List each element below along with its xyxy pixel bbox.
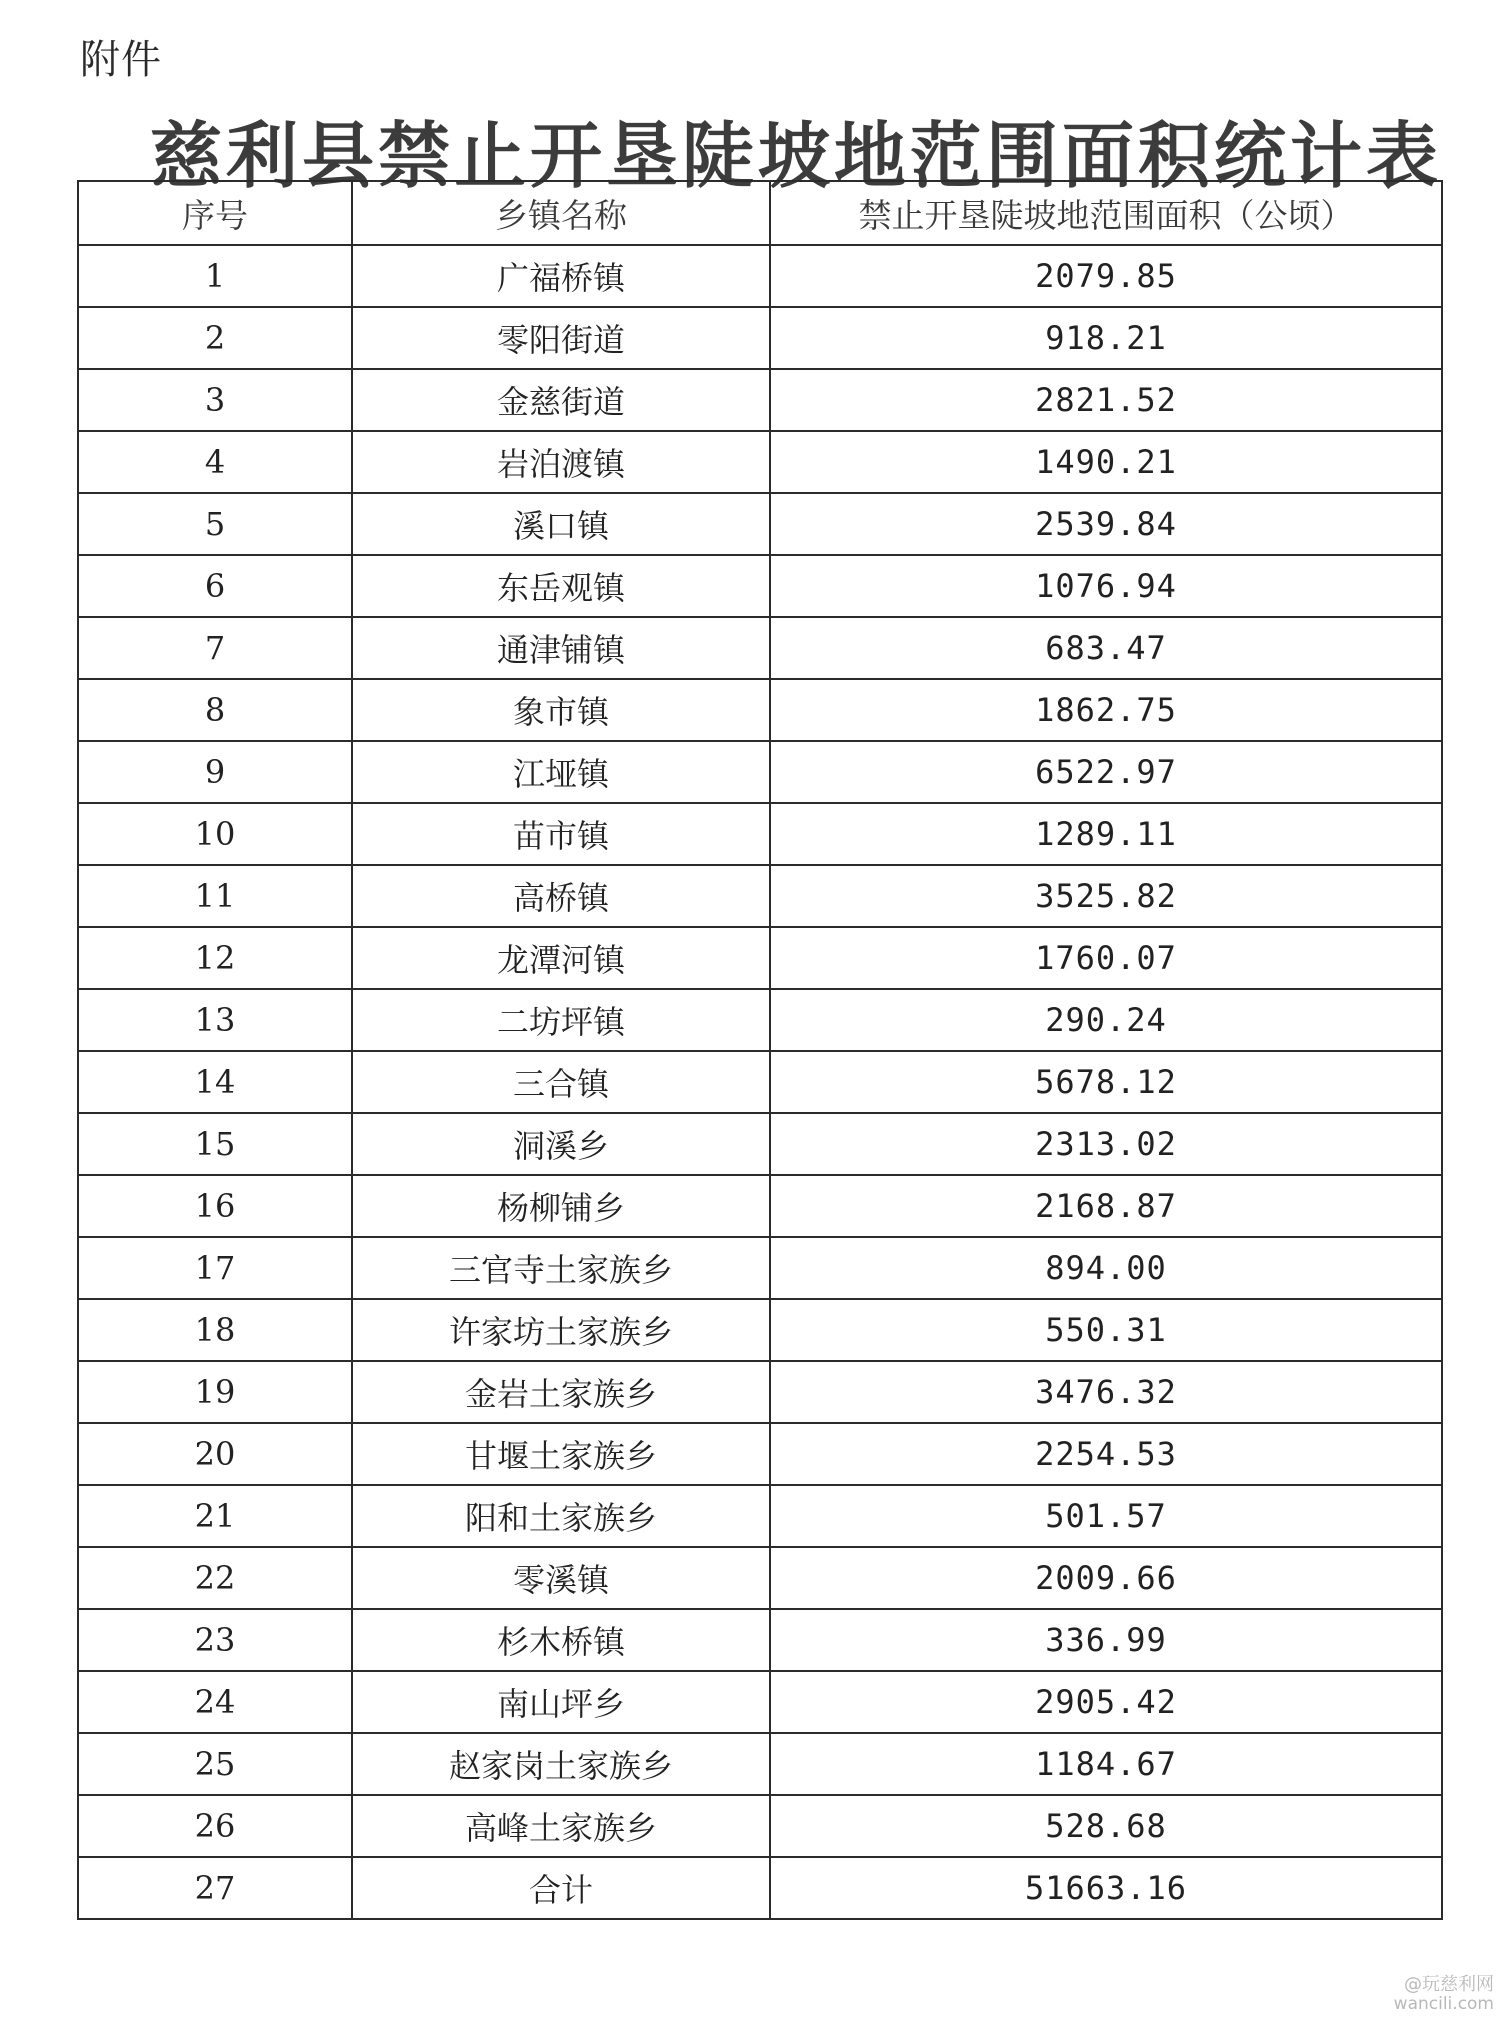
row-serial-number: 15 — [78, 1113, 352, 1175]
row-serial-number: 4 — [78, 431, 352, 493]
row-township-name: 三官寺土家族乡 — [352, 1237, 770, 1299]
row-area-value: 5678.12 — [770, 1051, 1442, 1113]
row-serial-number: 14 — [78, 1051, 352, 1113]
row-township-name: 通津铺镇 — [352, 617, 770, 679]
table-row — [78, 493, 1442, 555]
table-row — [78, 927, 1442, 989]
table-row — [78, 803, 1442, 865]
table-row — [78, 1795, 1442, 1857]
row-area-value: 1490.21 — [770, 431, 1442, 493]
header-prohibited-area: 禁止开垦陡坡地范围面积（公顷） — [770, 181, 1442, 245]
row-township-name: 零阳街道 — [352, 307, 770, 369]
row-township-name: 杉木桥镇 — [352, 1609, 770, 1671]
row-area-value: 894.00 — [770, 1237, 1442, 1299]
table-row — [78, 1051, 1442, 1113]
row-township-name: 洞溪乡 — [352, 1113, 770, 1175]
row-township-name: 岩泊渡镇 — [352, 431, 770, 493]
row-township-name: 零溪镇 — [352, 1547, 770, 1609]
document-title: 慈利县禁止开垦陡坡地范围面积统计表 — [150, 114, 1443, 198]
row-serial-number: 17 — [78, 1237, 352, 1299]
row-area-value: 2168.87 — [770, 1175, 1442, 1237]
row-area-value: 3525.82 — [770, 865, 1442, 927]
table-row — [78, 617, 1442, 679]
row-township-name: 龙潭河镇 — [352, 927, 770, 989]
row-township-name: 三合镇 — [352, 1051, 770, 1113]
row-area-value: 1076.94 — [770, 555, 1442, 617]
row-area-value: 2905.42 — [770, 1671, 1442, 1733]
table-row — [78, 989, 1442, 1051]
row-serial-number: 8 — [78, 679, 352, 741]
table-row — [78, 865, 1442, 927]
row-township-name: 溪口镇 — [352, 493, 770, 555]
table-row — [78, 1733, 1442, 1795]
row-township-name: 二坊坪镇 — [352, 989, 770, 1051]
row-township-name: 金岩土家族乡 — [352, 1361, 770, 1423]
row-serial-number: 10 — [78, 803, 352, 865]
table-row — [78, 1237, 1442, 1299]
row-area-value: 2079.85 — [770, 245, 1442, 307]
row-serial-number: 5 — [78, 493, 352, 555]
row-serial-number: 2 — [78, 307, 352, 369]
row-township-name: 甘堰土家族乡 — [352, 1423, 770, 1485]
row-serial-number: 26 — [78, 1795, 352, 1857]
row-area-value: 918.21 — [770, 307, 1442, 369]
row-township-name: 广福桥镇 — [352, 245, 770, 307]
row-area-value: 2821.52 — [770, 369, 1442, 431]
row-area-value: 336.99 — [770, 1609, 1442, 1671]
row-area-value: 2539.84 — [770, 493, 1442, 555]
row-township-name: 杨柳铺乡 — [352, 1175, 770, 1237]
row-serial-number: 19 — [78, 1361, 352, 1423]
row-area-value: 51663.16 — [770, 1857, 1442, 1919]
row-area-value: 1289.11 — [770, 803, 1442, 865]
row-area-value: 683.47 — [770, 617, 1442, 679]
table-row — [78, 1857, 1442, 1919]
row-serial-number: 1 — [78, 245, 352, 307]
table-row — [78, 1547, 1442, 1609]
row-area-value: 1760.07 — [770, 927, 1442, 989]
row-area-value: 290.24 — [770, 989, 1442, 1051]
row-area-value: 2009.66 — [770, 1547, 1442, 1609]
row-township-name: 阳和土家族乡 — [352, 1485, 770, 1547]
row-serial-number: 7 — [78, 617, 352, 679]
row-serial-number: 20 — [78, 1423, 352, 1485]
row-serial-number: 25 — [78, 1733, 352, 1795]
header-township-name: 乡镇名称 — [352, 181, 770, 245]
row-serial-number: 9 — [78, 741, 352, 803]
row-serial-number: 3 — [78, 369, 352, 431]
row-township-name: 高桥镇 — [352, 865, 770, 927]
table-row — [78, 307, 1442, 369]
table-body — [78, 245, 1442, 1919]
watermark-url: wancili.com — [1393, 1994, 1494, 2015]
table-row — [78, 1485, 1442, 1547]
row-serial-number: 18 — [78, 1299, 352, 1361]
row-township-name: 苗市镇 — [352, 803, 770, 865]
row-township-name: 合计 — [352, 1857, 770, 1919]
row-area-value: 528.68 — [770, 1795, 1442, 1857]
row-township-name: 赵家岗土家族乡 — [352, 1733, 770, 1795]
header-serial-number: 序号 — [78, 181, 352, 245]
row-serial-number: 12 — [78, 927, 352, 989]
table-row — [78, 1609, 1442, 1671]
table-row — [78, 1361, 1442, 1423]
table-row — [78, 1113, 1442, 1175]
row-area-value: 3476.32 — [770, 1361, 1442, 1423]
watermark — [1394, 1975, 1494, 2015]
row-township-name: 许家坊土家族乡 — [352, 1299, 770, 1361]
table-row — [78, 555, 1442, 617]
row-area-value: 2254.53 — [770, 1423, 1442, 1485]
row-township-name: 象市镇 — [352, 679, 770, 741]
table-row — [78, 741, 1442, 803]
statistics-table — [77, 180, 1443, 1920]
row-area-value: 1862.75 — [770, 679, 1442, 741]
table-row — [78, 431, 1442, 493]
row-area-value: 550.31 — [770, 1299, 1442, 1361]
table-row — [78, 369, 1442, 431]
row-serial-number: 16 — [78, 1175, 352, 1237]
row-serial-number: 27 — [78, 1857, 352, 1919]
row-area-value: 6522.97 — [770, 741, 1442, 803]
row-township-name: 江垭镇 — [352, 741, 770, 803]
watermark-site-name: @玩慈利网 — [1404, 1973, 1494, 1995]
row-area-value: 2313.02 — [770, 1113, 1442, 1175]
row-area-value: 501.57 — [770, 1485, 1442, 1547]
row-township-name: 高峰土家族乡 — [352, 1795, 770, 1857]
table-row — [78, 1175, 1442, 1237]
row-township-name: 金慈街道 — [352, 369, 770, 431]
row-serial-number: 6 — [78, 555, 352, 617]
table-row — [78, 1671, 1442, 1733]
row-serial-number: 11 — [78, 865, 352, 927]
row-serial-number: 21 — [78, 1485, 352, 1547]
table-row — [78, 1423, 1442, 1485]
attachment-label: 附件 — [80, 37, 162, 83]
row-serial-number: 13 — [78, 989, 352, 1051]
row-serial-number: 22 — [78, 1547, 352, 1609]
row-area-value: 1184.67 — [770, 1733, 1442, 1795]
row-township-name: 东岳观镇 — [352, 555, 770, 617]
table-header-row — [78, 181, 1442, 245]
table-row — [78, 679, 1442, 741]
table-row — [78, 1299, 1442, 1361]
row-serial-number: 23 — [78, 1609, 352, 1671]
row-serial-number: 24 — [78, 1671, 352, 1733]
row-township-name: 南山坪乡 — [352, 1671, 770, 1733]
table-row — [78, 245, 1442, 307]
